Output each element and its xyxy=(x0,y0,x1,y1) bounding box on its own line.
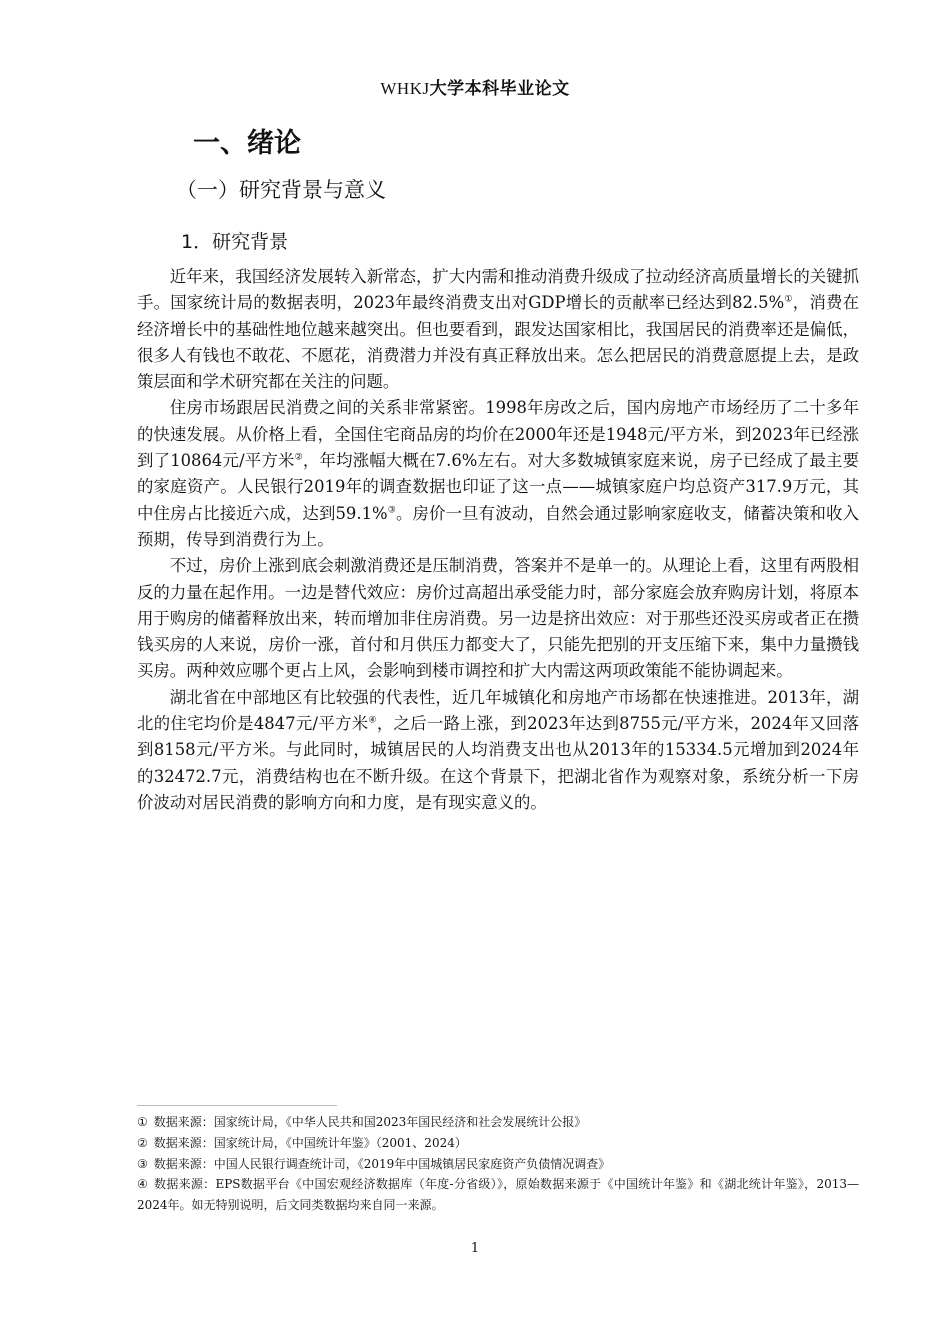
paragraph-text: ，年均涨幅大概在7.6%左右。对大多数城镇家庭来说，房子已经成了最主要的家庭资产。人民银行2019年的调查数据也印证了这一点——城镇家庭户均总资产317.9万元，其中住房占比接近六成，达到59.1% xyxy=(137,451,859,523)
paragraph xyxy=(137,264,859,395)
paragraph-text: 不过，房价上涨到底会刺激消费还是压制消费，答案并不是单一的。从理论上看，这里有两股相反的力量在起作用。一边是替代效应：房价过高超出承受能力时，部分家庭会放弃购房计划，将原本用于购房的储蓄释放出来，转而增加非住房消费。另一边是挤出效应：对于那些还没买房或者正在攒钱买房的人来说，房价一涨，首付和月供压力都变大了，只能先把别的开支压缩下来，集中力量攒钱买房。两种效应哪个更占上风，会影响到楼市调控和扩大内需这两项政策能不能协调起来。 xyxy=(137,556,859,681)
footnote-text: 数据来源：国家统计局，《中华人民共和国2023年国民经济和社会发展统计公报》 xyxy=(153,1115,587,1129)
header-thesis-label: 大学本科毕业论文 xyxy=(429,79,570,99)
footnote-text: 数据来源：国家统计局，《中国统计年鉴》（2001、2024） xyxy=(153,1135,467,1150)
paragraph-text: 近年来，我国经济发展转入新常态，扩大内需和推动消费升级成了拉动经济高质量增长的关键抓手。国家统计局的数据表明，2023年最终消费支出对GDP增长的贡献率已经达到82.5% xyxy=(137,267,859,313)
footnote-mark: ③ xyxy=(137,1156,148,1171)
footnote-text: 数据来源：中国人民银行调查统计司，《2019年中国城镇居民家庭资产负债情况调查》 xyxy=(153,1156,611,1171)
footnote-ref[interactable]: ① xyxy=(784,295,793,305)
footnote-ref[interactable]: ② xyxy=(294,452,303,463)
running-header xyxy=(0,74,950,99)
paragraph-text: ，消费在经济增长中的基础性地位越来越突出。但也要看到，跟发达国家相比，我国居民的消费率还是偏低，很多人有钱也不敢花、不愿花，消费潜力并没有真正释放出来。怎么把居民的消费意愿提上去，是政策层面和学术研究都在关注的问题。 xyxy=(137,293,860,392)
paragraph-text: ，之后一路上涨，到2023年达到8755元/平方米，2024年又回落到8158元/平方米。与此同时，城镇居民的人均消费支出也从2013年的15334.5元增加到2024年的32472.7元，消费结构也在不断升级。在这个背景下，把湖北省作为观察对象，系统分析一下房价波动对居民消费的影响方向和力度，是有现实意义的。 xyxy=(137,714,859,812)
paragraph-text: 住房市场跟居民消费之间的关系非常紧密。1998年房改之后，国内房地产市场经历了二十多年的快速发展。从价格上看，全国住宅商品房的均价在2000年还是1948元/平方米，到2023年已经涨到了10864元/平方米 xyxy=(137,398,859,471)
footnotes xyxy=(137,1112,859,1216)
footnote-mark: ① xyxy=(137,1115,148,1129)
footnote-mark: ② xyxy=(137,1135,148,1150)
paragraph-text: 。房价一旦有波动，自然会通过影响家庭收支，储蓄决策和收入预期，传导到消费行为上。 xyxy=(137,503,859,549)
footnote-text: 数据来源：EPS数据平台《中国宏观经济数据库（年度-分省级）》，原始数据来源于《中国统计年鉴》和《湖北统计年鉴》，2013—2024年。如无特别说明，后文同类数据均来自同一来源。 xyxy=(137,1177,860,1213)
header-school-code: WHKJ xyxy=(380,79,430,98)
footnote-mark: ④ xyxy=(137,1177,149,1192)
body-text xyxy=(137,264,859,816)
footnote xyxy=(137,1174,859,1216)
subsection-title: 1．研究背景 xyxy=(181,231,289,253)
section-title: （一）研究背景与意义 xyxy=(176,178,386,202)
page-number: 1 xyxy=(470,1241,480,1256)
footnote xyxy=(137,1112,859,1133)
paragraph-text: 湖北省在中部地区有比较强的代表性，近几年城镇化和房地产市场都在快速推进。2013年，湖北的住宅均价是4847元/平方米 xyxy=(137,687,859,734)
footnote xyxy=(137,1154,859,1175)
paragraph xyxy=(137,553,859,684)
footnote-ref[interactable]: ③ xyxy=(387,505,396,516)
paragraph xyxy=(137,685,859,816)
paragraph xyxy=(137,395,859,553)
chapter-title: 一、绪论 xyxy=(193,128,301,159)
footnote-ref[interactable]: ④ xyxy=(368,715,377,726)
footnote xyxy=(137,1133,859,1154)
footnote-separator xyxy=(137,1105,337,1106)
